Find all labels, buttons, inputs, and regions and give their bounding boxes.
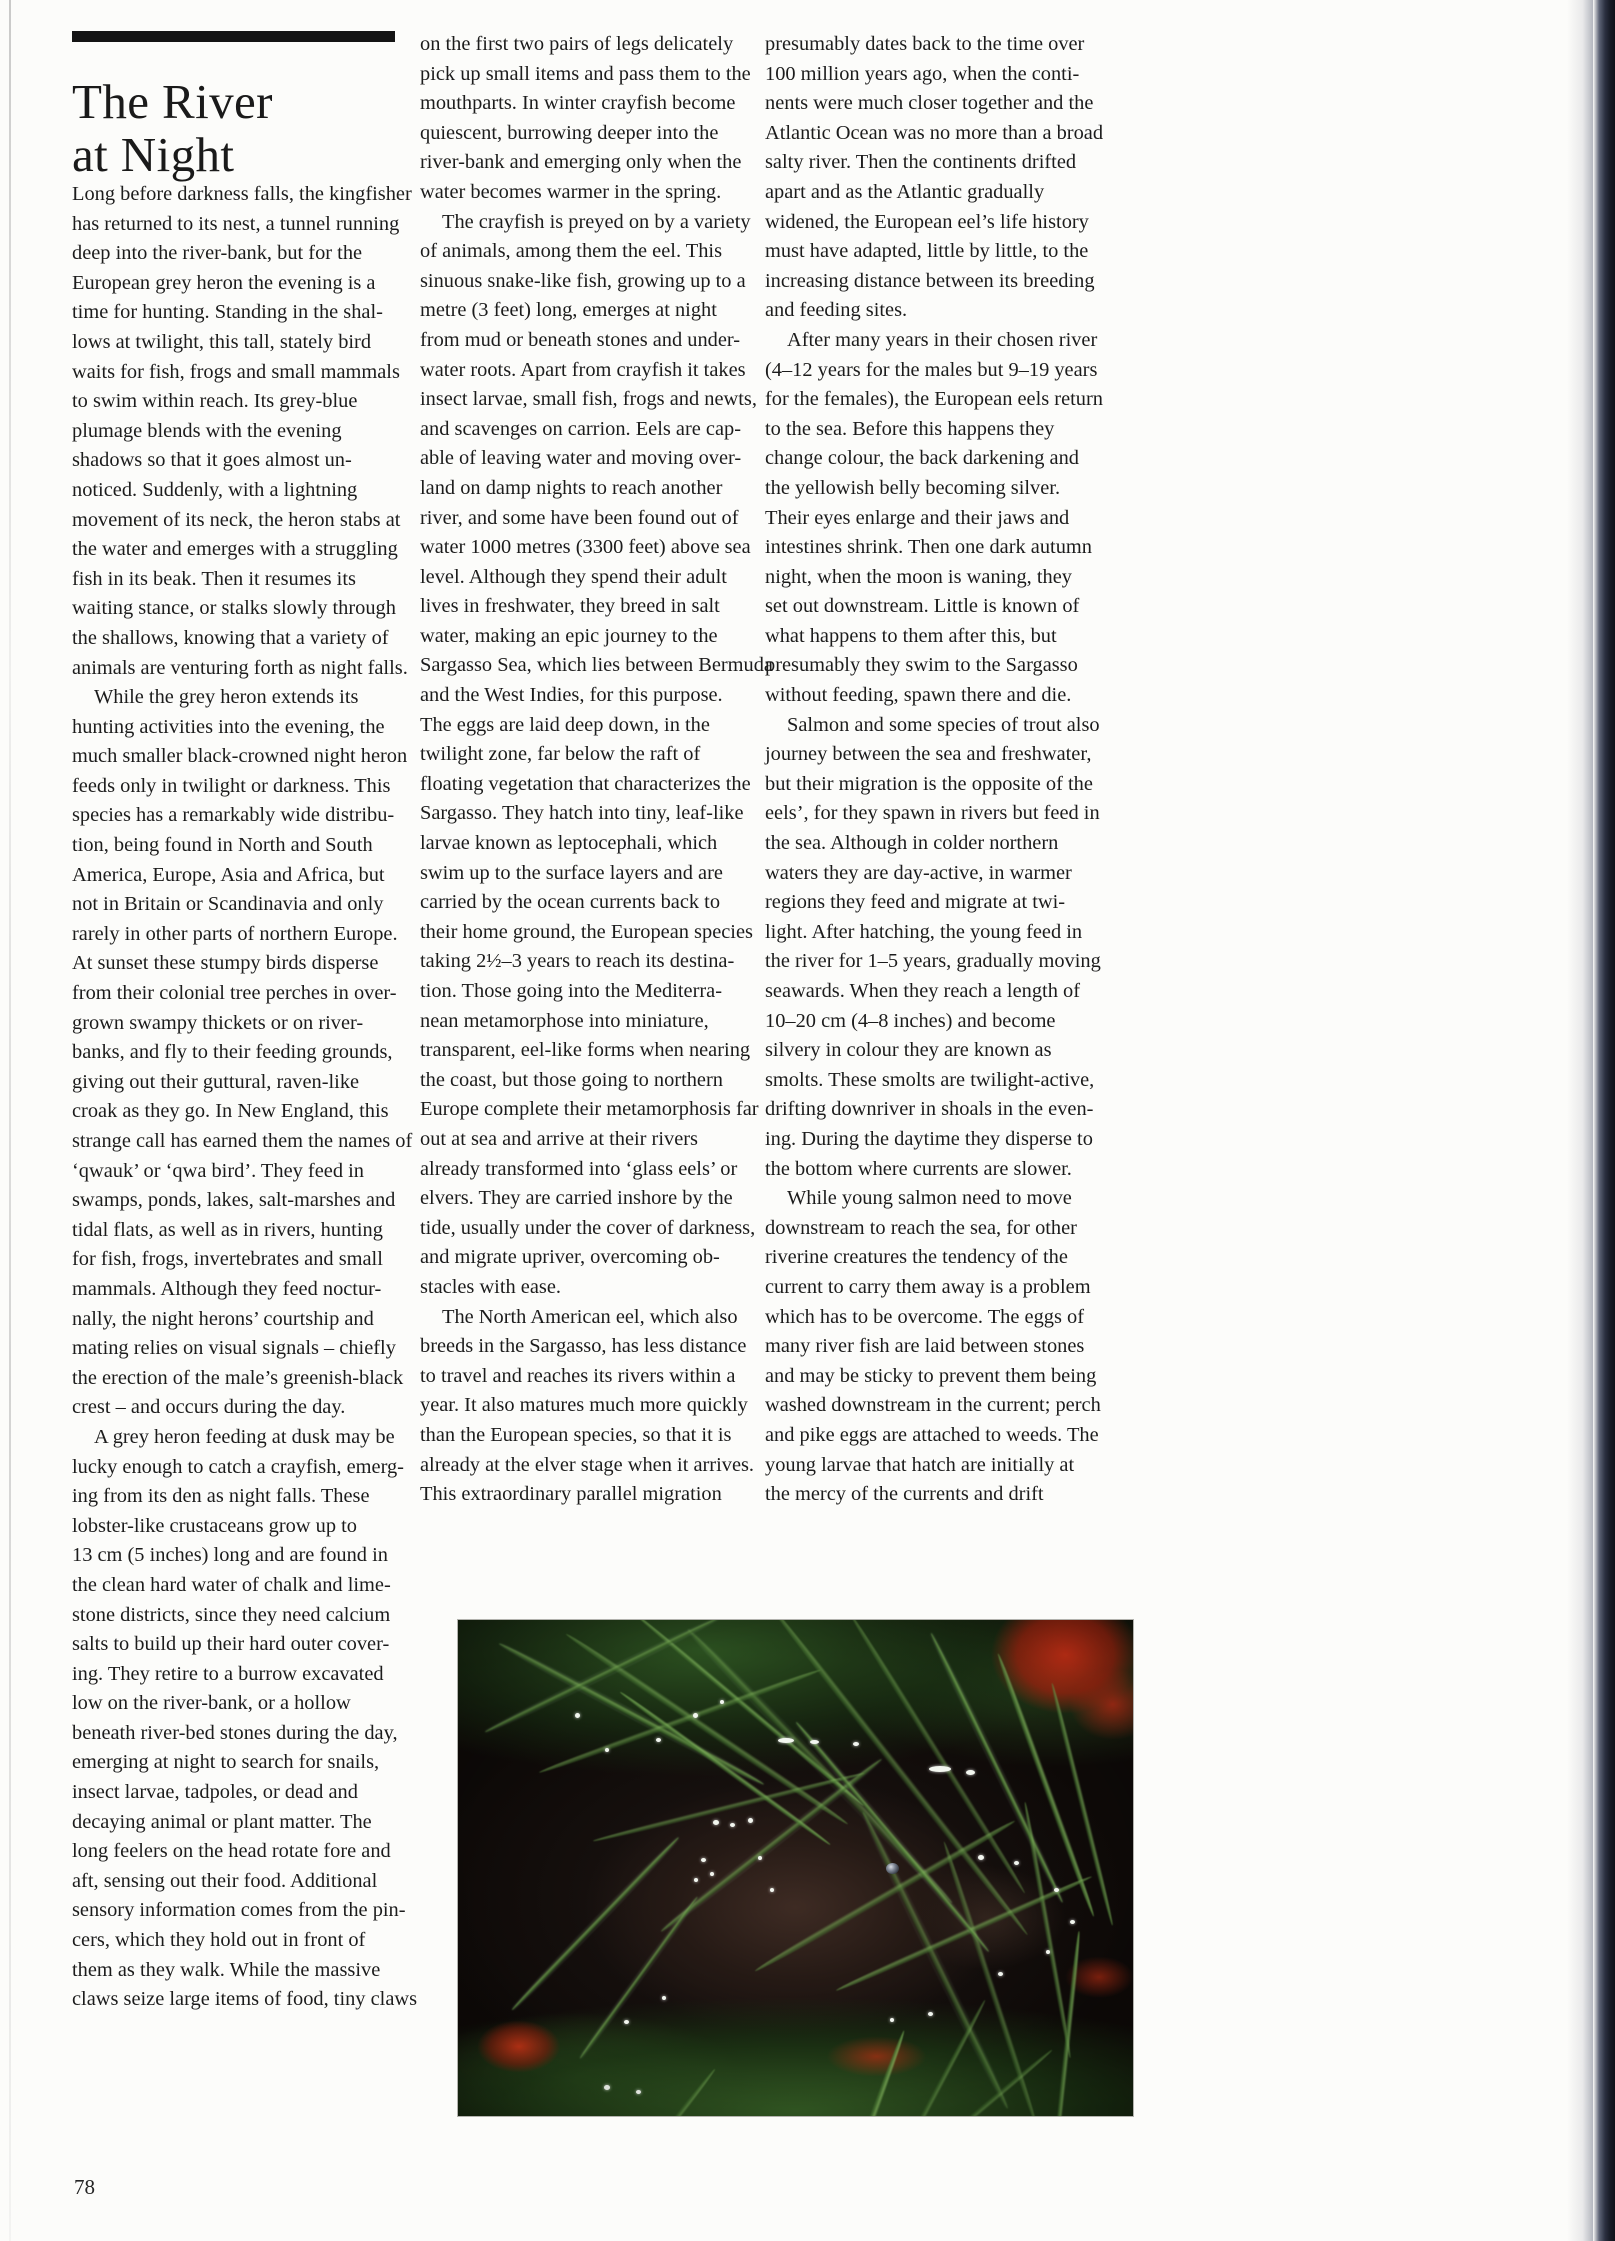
text-line: ing. During the daytime they disperse to — [765, 1127, 1093, 1150]
text-line: the clean hard water of chalk and lime- — [72, 1573, 391, 1596]
text-line: and feeding sites. — [765, 299, 908, 322]
text-line: twilight zone, far below the raft of — [420, 743, 701, 766]
text-line: journey between the sea and freshwater, — [765, 743, 1092, 766]
text-line: tide, usually under the cover of darkness, — [420, 1216, 756, 1239]
text-line: tion. Those going into the Mediterra- — [420, 980, 723, 1002]
text-line: able of leaving water and moving over- — [420, 447, 742, 470]
text-line: swamps, ponds, lakes, salt-marshes and — [72, 1189, 396, 1212]
text-line: sinuous snake-like fish, growing up to a — [420, 269, 746, 292]
text-line: water 1000 metres (3300 feet) above sea — [420, 536, 751, 559]
text-line: them as they walk. While the massive — [72, 1958, 381, 1981]
text-line: While the grey heron extends its — [94, 686, 359, 709]
text-line: European grey heron the evening is a — [72, 271, 376, 294]
text-line: croak as they go. In New England, this — [72, 1100, 389, 1123]
paragraph — [765, 1184, 1101, 1510]
text-line: what happens to them after this, but — [765, 624, 1057, 647]
text-line: larvae known as leptocephali, which — [420, 832, 718, 855]
text-line: increasing distance between its breeding — [765, 269, 1095, 292]
text-line: and pike eggs are attached to weeds. The — [765, 1423, 1099, 1446]
text-line: set out downstream. Little is known of — [765, 595, 1080, 618]
text-column-2 — [420, 30, 773, 1510]
text-line: crest – and occurs during the day. — [72, 1396, 346, 1419]
text-line: movement of its neck, the heron stabs at — [72, 508, 401, 531]
text-line: sensory information comes from the pin- — [72, 1899, 406, 1922]
text-line: transparent, eel-like forms when nearing — [420, 1039, 751, 1062]
text-line: rarely in other parts of northern Europe. — [72, 922, 398, 945]
text-line: insect larvae, small fish, frogs and newts, — [420, 388, 757, 411]
text-line: light. After hatching, the young feed in — [765, 920, 1083, 943]
text-line: A grey heron feeding at dusk may be — [94, 1425, 395, 1448]
text-line: swim up to the surface layers and are — [420, 861, 723, 884]
text-line: deep into the river-bank, but for the — [72, 242, 363, 265]
text-line: for the females), the European eels return — [765, 388, 1103, 411]
text-line: salty river. Then the continents drifted — [765, 151, 1077, 174]
text-line: without feeding, spawn there and die. — [765, 684, 1072, 707]
paragraph — [72, 1423, 418, 2015]
text-line: and the West Indies, for this purpose. — [420, 684, 723, 707]
text-line: decaying animal or plant matter. The — [72, 1810, 372, 1833]
text-line: eels’, for they spawn in rivers but feed in — [765, 802, 1100, 825]
text-line: plumage blends with the evening — [72, 419, 342, 442]
text-line: has returned to its nest, a tunnel running — [72, 212, 400, 235]
book-edge-band — [1593, 0, 1615, 2241]
text-line: lobster-like crustaceans grow up to — [72, 1514, 357, 1537]
text-line: waits for fish, frogs and small mammals — [72, 360, 400, 383]
text-line: 100 million years ago, when the conti- — [765, 62, 1080, 85]
text-line: The eggs are laid deep down, in the — [420, 713, 710, 736]
text-line: shadows so that it goes almost un- — [72, 449, 352, 472]
text-line: ing from its den as night falls. These — [72, 1485, 370, 1508]
text-line: metre (3 feet) long, emerges at night — [420, 299, 717, 322]
text-line: ing. They retire to a burrow excavated — [72, 1662, 384, 1685]
paragraph — [765, 711, 1101, 1185]
text-line: lives in freshwater, they breed in salt — [420, 595, 720, 618]
text-line: and scavenges on carrion. Eels are cap- — [420, 417, 741, 440]
text-line: mating relies on visual signals – chiefly — [72, 1337, 396, 1360]
text-line: already at the elver stage when it arrives. — [420, 1453, 755, 1476]
paragraph — [420, 208, 773, 1303]
text-line: from their colonial tree perches in over- — [72, 982, 397, 1005]
text-line: This extraordinary parallel migration — [420, 1483, 722, 1506]
text-line: the erection of the male’s greenish-black — [72, 1366, 404, 1389]
paragraph — [765, 30, 1104, 326]
text-line: Atlantic Ocean was no more than a broad — [765, 121, 1104, 144]
text-line: giving out their guttural, raven-like — [72, 1070, 360, 1093]
text-line: At sunset these stumpy birds disperse — [72, 952, 379, 975]
text-line: taking 2½–3 years to reach its destina- — [420, 950, 735, 973]
text-line: the bottom where currents are slower. — [765, 1157, 1072, 1180]
text-line: Europe complete their metamorphosis far — [420, 1098, 759, 1121]
text-line: Long before darkness falls, the kingfisher — [72, 183, 412, 205]
text-line: aft, sensing out their food. Additional — [72, 1869, 378, 1892]
text-line: pick up small items and pass them to the — [420, 62, 751, 85]
text-line: riverine creatures the tendency of the — [765, 1246, 1068, 1269]
text-line: to swim within reach. Its grey-blue — [72, 390, 358, 413]
text-line: water roots. Apart from crayfish it takes — [420, 358, 746, 381]
text-line: mammals. Although they feed noctur- — [72, 1277, 382, 1300]
text-line: feeds only in twilight or darkness. This — [72, 774, 391, 797]
text-line: land on damp nights to reach another — [420, 476, 723, 499]
text-line: for fish, frogs, invertebrates and small — [72, 1248, 383, 1271]
page-title-line-2: at Night — [72, 126, 235, 182]
text-line: regions they feed and migrate at twi- — [765, 891, 1066, 914]
text-line: (4–12 years for the males but 9–19 years — [765, 358, 1098, 381]
text-line: banks, and fly to their feeding grounds, — [72, 1041, 393, 1064]
text-line: river, and some have been found out of — [420, 506, 739, 529]
text-line: current to carry them away is a problem — [765, 1275, 1091, 1298]
page-title — [72, 75, 412, 181]
text-line: level. Although they spend their adult — [420, 565, 727, 588]
text-line: to the sea. Before this happens they — [765, 417, 1055, 440]
book-gutter-shadow — [1567, 0, 1593, 2241]
text-line: 13 cm (5 inches) long and are found in — [72, 1544, 388, 1567]
text-line: waiting stance, or stalks slowly through — [72, 597, 396, 620]
paragraph — [765, 326, 1103, 711]
photo-vignette — [458, 1620, 1133, 2116]
text-line: river-bank and emerging only when the — [420, 151, 742, 174]
text-line: and migrate upriver, overcoming ob- — [420, 1246, 720, 1269]
text-line: 10–20 cm (4–8 inches) and become — [765, 1009, 1056, 1032]
text-line: After many years in their chosen river — [787, 328, 1098, 351]
text-line: Their eyes enlarge and their jaws and — [765, 506, 1070, 529]
text-line: grown swampy thickets or on river- — [72, 1011, 364, 1034]
text-line: out at sea and arrive at their rivers — [420, 1127, 698, 1150]
text-line: While young salmon need to move — [787, 1187, 1072, 1210]
text-line: mouthparts. In winter crayfish become — [420, 92, 736, 115]
text-line: carried by the ocean currents back to — [420, 891, 721, 914]
text-line: presumably they swim to the Sargasso — [765, 654, 1078, 677]
text-line: elvers. They are carried inshore by the — [420, 1187, 733, 1210]
text-line: nean metamorphose into miniature, — [420, 1009, 709, 1032]
text-line: waters they are day-active, in warmer — [765, 861, 1072, 884]
text-line: ‘qwauk’ or ‘qwa bird’. They feed in — [72, 1159, 364, 1182]
text-line: water becomes warmer in the spring. — [420, 180, 722, 203]
text-line: smolts. These smolts are twilight-active, — [765, 1068, 1095, 1091]
paragraph — [72, 180, 412, 683]
text-line: long feelers on the head rotate fore and — [72, 1840, 391, 1863]
text-line: The North American eel, which also — [442, 1305, 738, 1328]
text-line: Sargasso Sea, which lies between Bermuda — [420, 654, 773, 677]
text-line: of animals, among them the eel. This — [420, 240, 723, 263]
paragraph — [420, 30, 751, 208]
text-line: their home ground, the European species — [420, 920, 753, 943]
text-line: from mud or beneath stones and under- — [420, 328, 741, 351]
text-line: seawards. When they reach a length of — [765, 980, 1080, 1002]
text-line: not in Britain or Scandinavia and only — [72, 893, 384, 916]
text-line: hunting activities into the evening, the — [72, 715, 385, 738]
text-line: much smaller black-crowned night heron — [72, 745, 408, 768]
text-line: must have adapted, little by little, to the — [765, 240, 1089, 263]
text-line: widened, the European eel’s life history — [765, 210, 1089, 233]
text-line: change colour, the back darkening and — [765, 447, 1079, 470]
text-line: tidal flats, as well as in rivers, hunting — [72, 1218, 383, 1241]
text-line: already transformed into ‘glass eels’ or — [420, 1157, 738, 1180]
text-line: and may be sticky to prevent them being — [765, 1364, 1097, 1387]
text-line: beneath river-bed stones during the day, — [72, 1721, 398, 1744]
text-line: low on the river-bank, or a hollow — [72, 1692, 351, 1715]
text-line: drifting downriver in shoals in the even- — [765, 1098, 1094, 1121]
text-line: salts to build up their hard outer cover- — [72, 1633, 390, 1656]
text-line: many river fish are laid between stones — [765, 1335, 1085, 1358]
text-line: species has a remarkably wide distribu- — [72, 804, 395, 827]
text-line: silvery in colour they are known as — [765, 1039, 1052, 1062]
text-column-3 — [765, 30, 1104, 1510]
text-line: the water and emerges with a struggling — [72, 538, 398, 561]
text-line: presumably dates back to the time over — [765, 33, 1085, 55]
text-line: on the first two pairs of legs delicately — [420, 33, 734, 55]
text-line: lows at twilight, this tall, stately bird — [72, 330, 372, 353]
text-line: stacles with ease. — [420, 1275, 561, 1298]
text-line: The crayfish is preyed on by a variety — [442, 210, 751, 233]
page-number: 78 — [74, 2175, 95, 2199]
paragraph — [72, 683, 413, 1423]
photograph-water-vole — [458, 1620, 1133, 2116]
text-line: young larvae that hatch are initially at — [765, 1453, 1075, 1476]
text-line: noticed. Suddenly, with a lightning — [72, 478, 358, 501]
text-line: night, when the moon is waning, they — [765, 565, 1072, 588]
text-line: but their migration is the opposite of the — [765, 772, 1093, 795]
text-line: the yellowish belly becoming silver. — [765, 476, 1061, 499]
text-line: the river for 1–5 years, gradually moving — [765, 950, 1101, 973]
scan-edge-line — [9, 0, 11, 2241]
paragraph — [420, 1303, 755, 1510]
text-line: nally, the night herons’ courtship and — [72, 1307, 374, 1330]
text-line: intestines shrink. Then one dark autumn — [765, 536, 1092, 559]
text-line: cers, which they hold out in front of — [72, 1929, 366, 1952]
headline-rule — [72, 31, 395, 42]
text-line: the sea. Although in colder northern — [765, 832, 1059, 855]
text-line: breeds in the Sargasso, has less distance — [420, 1335, 747, 1358]
text-line: downstream to reach the sea, for other — [765, 1216, 1077, 1239]
text-line: America, Europe, Asia and Africa, but — [72, 863, 385, 886]
text-line: lucky enough to catch a crayfish, emerg- — [72, 1455, 404, 1478]
text-line: Salmon and some species of trout also — [787, 713, 1100, 736]
text-line: stone districts, since they need calcium — [72, 1603, 391, 1626]
text-line: Sargasso. They hatch into tiny, leaf-like — [420, 802, 744, 825]
text-line: emerging at night to search for snails, — [72, 1751, 380, 1774]
text-line: apart and as the Atlantic gradually — [765, 180, 1045, 203]
text-line: than the European species, so that it is — [420, 1423, 732, 1446]
text-line: claws seize large items of food, tiny claws — [72, 1988, 418, 2011]
text-line: washed downstream in the current; perch — [765, 1394, 1101, 1417]
page-title-line-1: The River — [72, 73, 273, 129]
text-line: time for hunting. Standing in the shal- — [72, 301, 383, 324]
text-line: the coast, but those going to northern — [420, 1068, 723, 1091]
text-line: the mercy of the currents and drift — [765, 1483, 1044, 1506]
text-line: insect larvae, tadpoles, or dead and — [72, 1781, 358, 1804]
text-line: to travel and reaches its rivers within a — [420, 1364, 736, 1387]
text-line: year. It also matures much more quickly — [420, 1394, 748, 1417]
text-line: nents were much closer together and the — [765, 92, 1094, 115]
text-line: animals are venturing forth as night falls. — [72, 656, 408, 679]
text-line: the shallows, knowing that a variety of — [72, 626, 389, 649]
text-line: quiescent, burrowing deeper into the — [420, 121, 719, 144]
text-line: strange call has earned them the names of — [72, 1130, 413, 1152]
text-line: floating vegetation that characterizes the — [420, 772, 751, 795]
text-line: water, making an epic journey to the — [420, 624, 718, 647]
text-column-1 — [72, 180, 418, 2015]
text-line: fish in its beak. Then it resumes its — [72, 567, 356, 590]
text-line: which has to be overcome. The eggs of — [765, 1305, 1084, 1328]
text-line: tion, being found in North and South — [72, 834, 373, 857]
